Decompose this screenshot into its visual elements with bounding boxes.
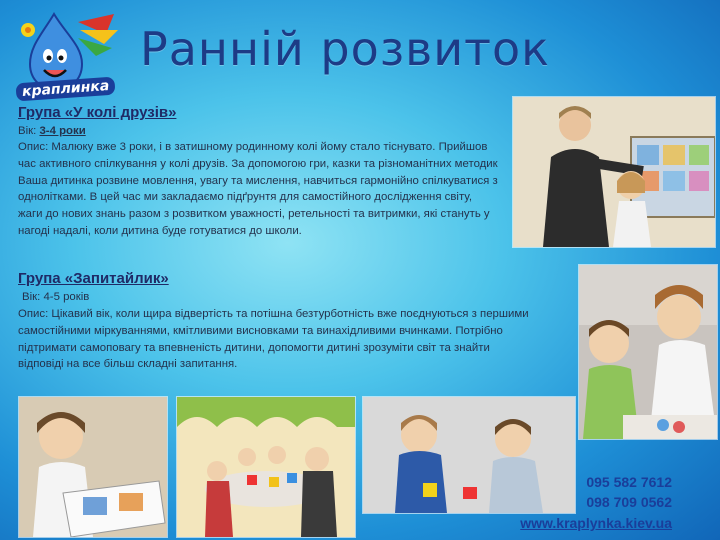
group2-title: Група «Запитайлик» — [18, 270, 169, 287]
phone-number-2[interactable]: 098 709 0562 — [586, 494, 672, 510]
group1-age — [18, 123, 86, 140]
page-title: Ранній розвиток — [140, 22, 550, 76]
photo-children-playing — [362, 396, 576, 514]
photo-girl-painting — [578, 264, 718, 440]
logo-wordmark: краплинка — [15, 77, 115, 102]
group2-age: Вік: 4-5 років — [22, 291, 90, 303]
website-link[interactable]: www.kraplynka.kiev.ua — [520, 515, 672, 531]
group1-age-value: 3-4 роки — [39, 125, 86, 137]
group1-age-label: Вік: — [18, 125, 40, 137]
photo-teacher-board — [512, 96, 716, 248]
phone-number-1[interactable]: 095 582 7612 — [586, 474, 672, 490]
group1-title: Група «У колі друзів» — [18, 104, 177, 121]
photo-child-reading — [18, 396, 168, 538]
photo-group-table — [176, 396, 356, 538]
group2-description: Опис: Цікавий вік, коли щира відвертість та потішна безтурботність вже поєднуються з першими самостійними міркуваннями, кмітливими висновками та винахідливими вчинками. Потрібно підтримати самоповагу та впевненість дитини, допомогти дитині зрозуміти світ та знайти відповіді на все більш складні запитання. — [18, 308, 529, 371]
group1-description: Опис: Малюку вже 3 роки, і в затишному родинному колі йому стало тіснувато. Прийшов час активного спілкування у колі друзів. За допомогою гри, казки та різноманітних методик Ваша дитинка розвине мовлення, увагу та мислення, навчиться гармонійно спілкуватися з однолітками. В цей час ми закладаємо підґрунтя для самостійного дослідження світу, жаги до нових знань разом з розвитком уважності, ретельності та витримки, які стануть у нагоді надалі, коли дитина буде готуватися до школи. — [18, 141, 498, 237]
